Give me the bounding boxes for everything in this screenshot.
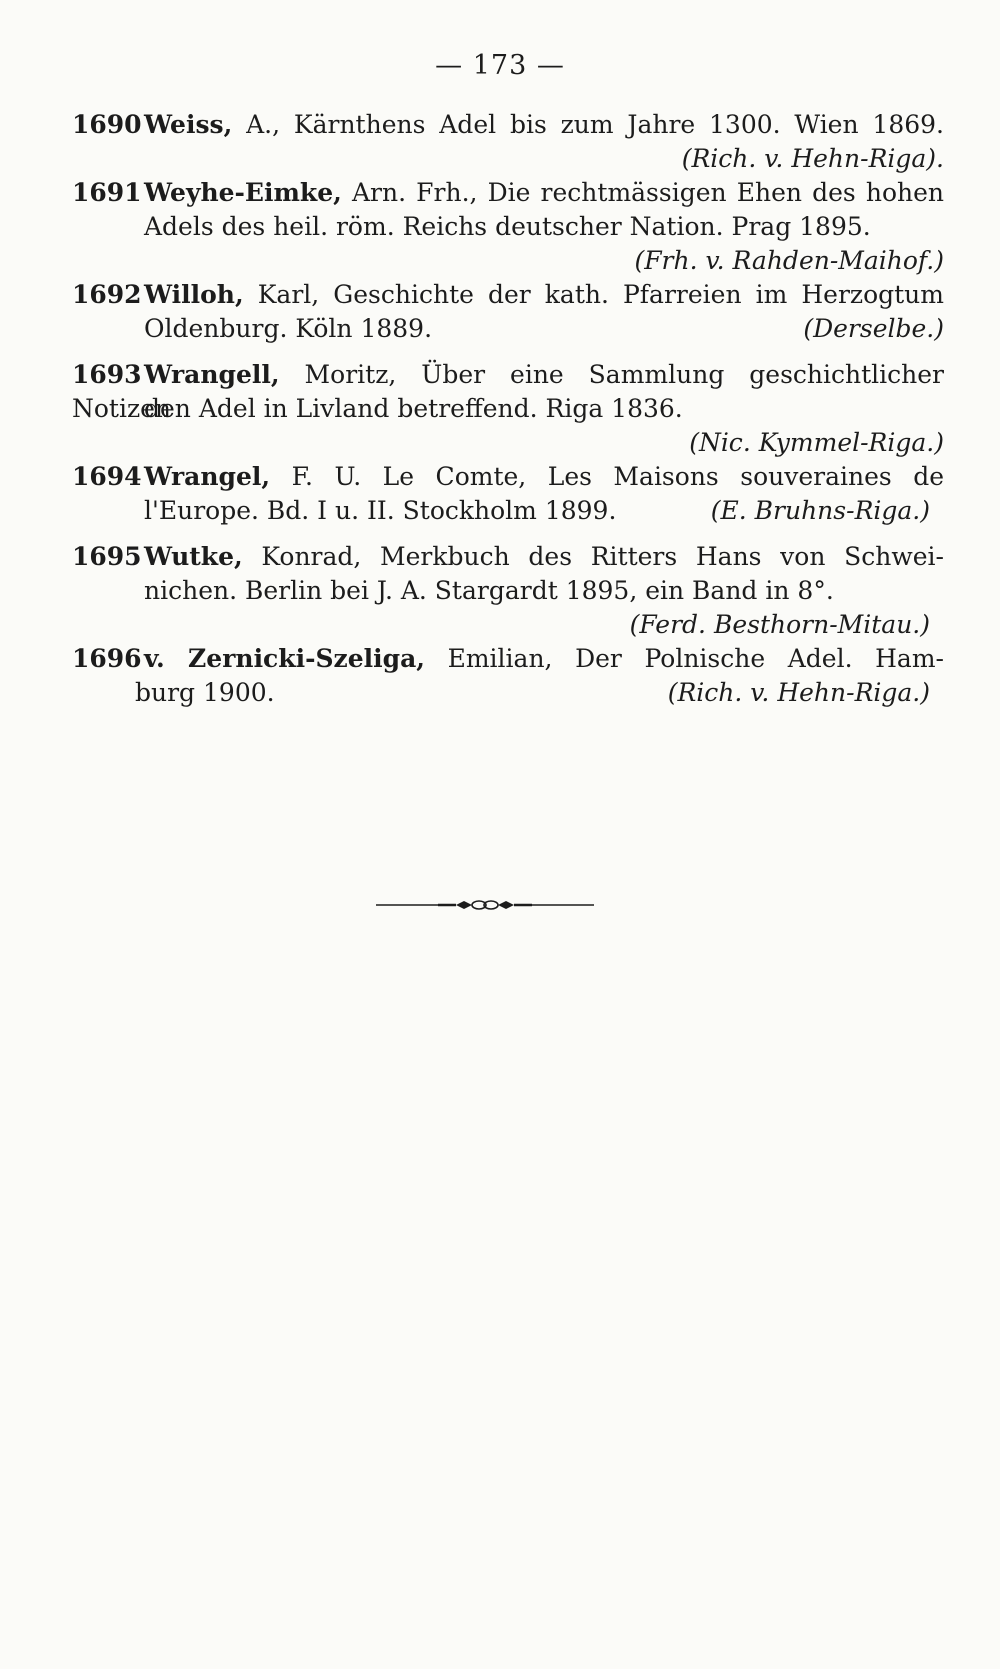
entry-title: Moritz, Über eine Sammlung geschichtlicher Notizen (72, 360, 944, 423)
entry-first-line (72, 176, 944, 210)
entry-continuation: l'Europe. Bd. I u. II. Stockholm 1899. (144, 496, 617, 525)
bibliography-entry (72, 460, 944, 528)
entry-number: 1691 (72, 178, 142, 207)
entry-first-line (72, 278, 944, 312)
entry-number: 1695 (72, 542, 142, 571)
ornament-divider-icon (376, 898, 594, 912)
entry-provenance: (Rich. v. Hehn-Riga). (681, 144, 944, 173)
bibliography-entry (72, 358, 944, 460)
entry-provenance: (E. Bruhns-Riga.) (710, 496, 930, 525)
entry-number: 1693 (72, 360, 142, 389)
entry-continuation: burg 1900. (135, 678, 275, 707)
entry-author: Wutke, (144, 542, 243, 571)
entry-author: Willoh, (144, 280, 244, 309)
entry-title: Konrad, Merkbuch des Ritters Hans von Schwei- (242, 542, 944, 571)
entry-provenance: (Frh. v. Rahden-Maihof.) (634, 246, 944, 275)
entry-continuation: nichen. Berlin bei J. A. Stargardt 1895, ein Band in 8°. (144, 576, 834, 605)
entry-title: Arn. Frh., Die rechtmässigen Ehen des hohen (341, 178, 944, 207)
entry-continuation: Oldenburg. Köln 1889. (144, 314, 433, 343)
entry-author: Wrangell, (144, 360, 280, 389)
entry-provenance: (Ferd. Besthorn-Mitau.) (629, 610, 930, 639)
bibliography-entry (72, 108, 944, 176)
entry-author: Weyhe-Eimke, (144, 178, 342, 207)
entry-author: Weiss, (144, 110, 233, 139)
bibliography-entry (72, 278, 944, 346)
entry-number: 1696 (72, 644, 142, 673)
bibliography-entry (72, 540, 944, 642)
entry-title: Emilian, Der Polnische Adel. Ham- (425, 644, 944, 673)
bibliography-entry (72, 176, 944, 278)
entry-title: F. U. Le Comte, Les Maisons souveraines de (270, 462, 944, 491)
entry-title: Karl, Geschichte der kath. Pfarreien im Herzogtum (243, 280, 944, 309)
entry-first-line (72, 642, 944, 676)
entry-author: v. Zernicki-Szeliga, (144, 644, 426, 673)
entry-number: 1692 (72, 280, 142, 309)
entry-provenance: (Nic. Kymmel-Riga.) (689, 428, 944, 457)
bibliography-entry (72, 642, 944, 710)
entry-first-line (72, 460, 944, 494)
entry-number: 1690 (72, 110, 142, 139)
entry-continuation: den Adel in Livland betreffend. Riga 1836. (144, 394, 683, 423)
entry-provenance: (Derselbe.) (803, 314, 944, 343)
entry-provenance: (Rich. v. Hehn-Riga.) (667, 678, 930, 707)
entry-title: A., Kärnthens Adel bis zum Jahre 1300. Wien 1869. (232, 110, 944, 139)
entry-continuation: Adels des heil. röm. Reichs deutscher Nation. Prag 1895. (144, 212, 871, 241)
entry-first-line (72, 108, 944, 142)
entry-author: Wrangel, (144, 462, 271, 491)
page-number: — 173 — (435, 50, 565, 81)
entry-number: 1694 (72, 462, 142, 491)
entry-first-line (72, 540, 944, 574)
